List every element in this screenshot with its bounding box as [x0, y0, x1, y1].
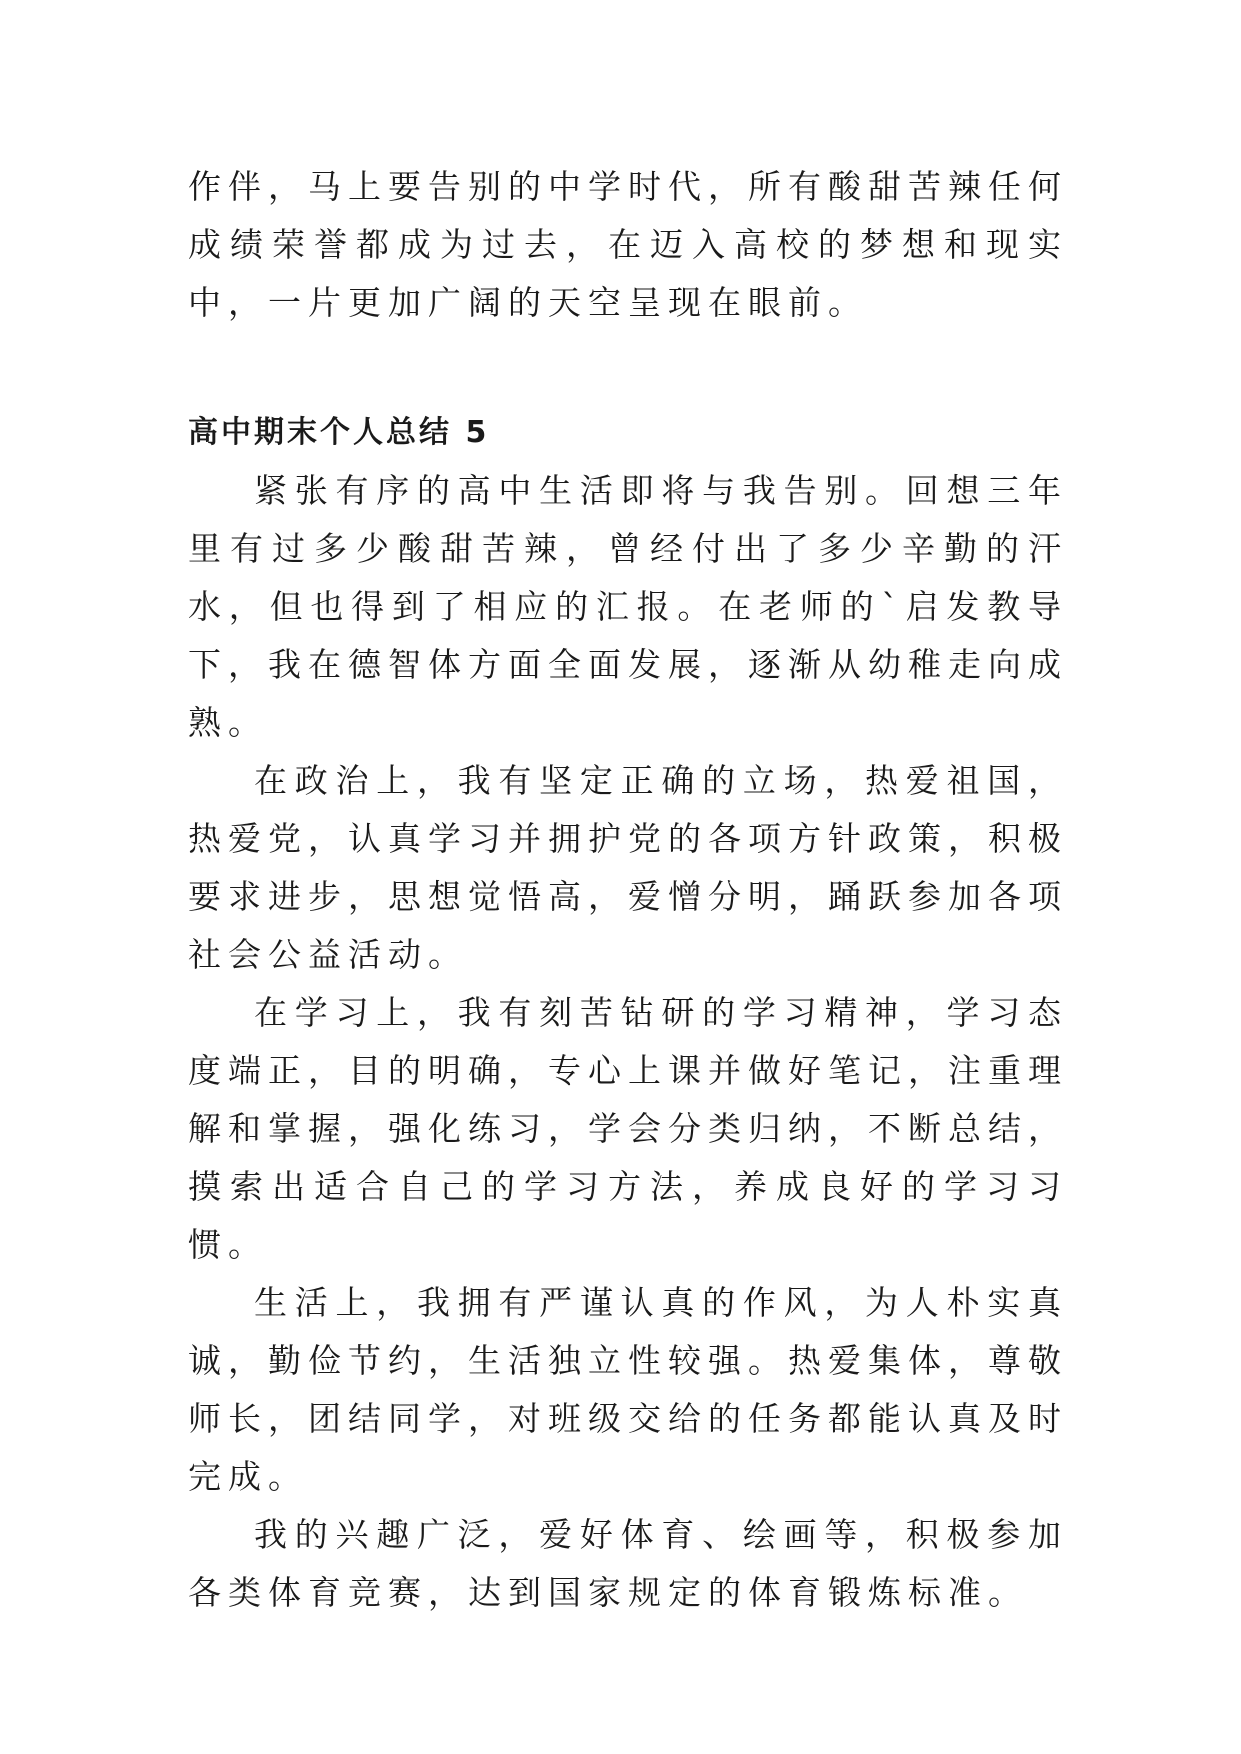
paragraph-intro: 紧张有序的高中生活即将与我告别。回想三年里有过多少酸甜苦辣，曾经付出了多少辛勤的汗水，但也得到了相应的汇报。在老师的`启发教导下，我在德智体方面全面发展，逐渐从幼稚走向成熟。 [188, 471, 1068, 742]
continuation-paragraph: 作伴，马上要告别的中学时代，所有酸甜苦辣任何成绩荣誉都成为过去，在迈入高校的梦想和现实中，一片更加广阔的天空呈现在眼前。 [188, 167, 1068, 322]
paragraph-interests: 我的兴趣广泛，爱好体育、绘画等，积极参加各类体育竞赛，达到国家规定的体育锻炼标准。 [188, 1515, 1068, 1612]
document-page [188, 158, 1068, 1622]
section-gap [188, 332, 1068, 404]
paragraph-politics: 在政治上，我有坚定正确的立场，热爱祖国，热爱党，认真学习并拥护党的各项方针政策，积极要求进步，思想觉悟高，爱憎分明，踊跃参加各项社会公益活动。 [188, 761, 1068, 974]
paragraph-life: 生活上，我拥有严谨认真的作风，为人朴实真诚，勤俭节约，生活独立性较强。热爱集体，尊敬师长，团结同学，对班级交给的任务都能认真及时完成。 [188, 1283, 1068, 1496]
section-title: 高中期末个人总结 5 [188, 415, 490, 450]
paragraph-study: 在学习上，我有刻苦钻研的学习精神，学习态度端正，目的明确，专心上课并做好笔记，注重理解和掌握，强化练习，学会分类归纳，不断总结，摸索出适合自己的学习方法，养成良好的学习习惯。 [188, 993, 1068, 1264]
